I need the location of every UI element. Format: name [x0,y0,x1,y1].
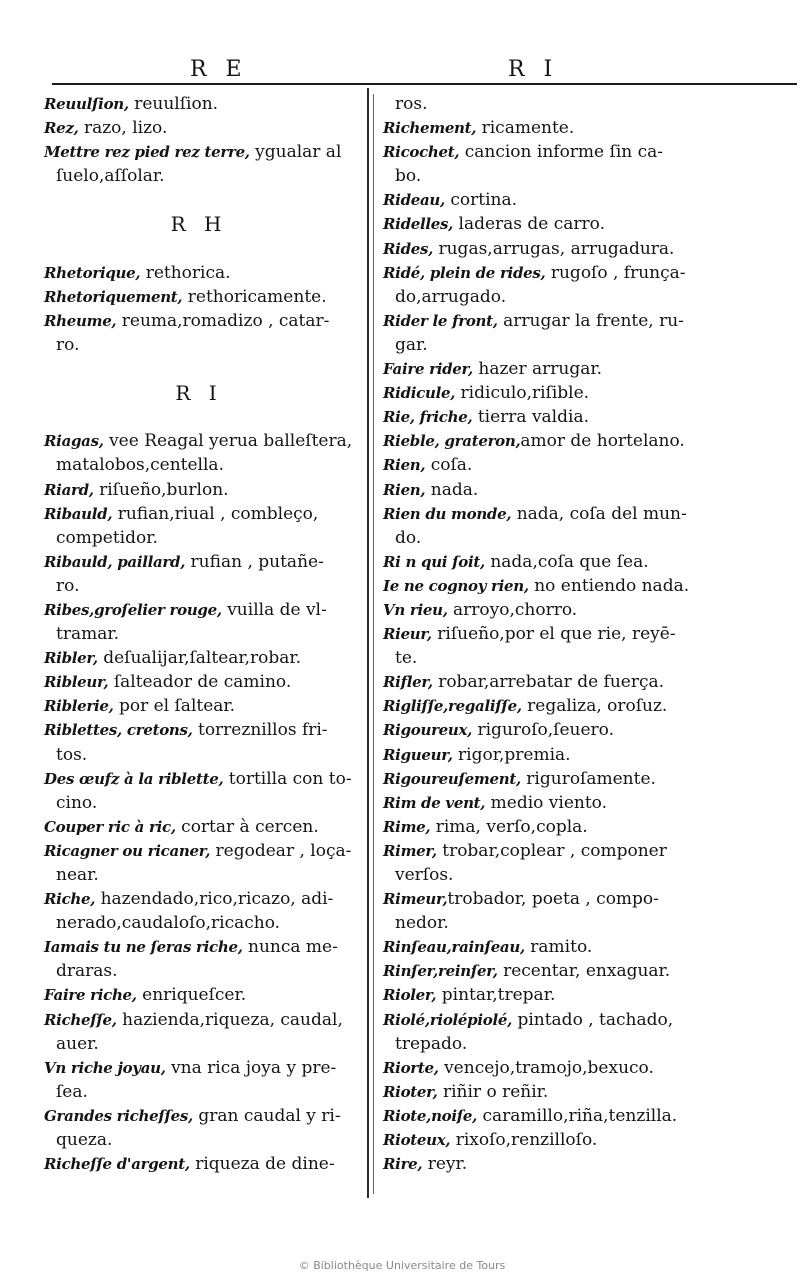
entry-headword: Rien, [383,456,426,475]
dictionary-entry [383,1008,783,1032]
entry-continuation: do,arrugado. [395,286,507,307]
entry-definition: no entiendo nada. [528,575,690,596]
entry-headword: Richeſſe, [44,1010,117,1029]
entry-continuation: verſos. [395,865,454,885]
entry-headword: Rim de vent, [383,793,486,812]
entry-headword: Grandes richeſſes, [44,1106,193,1125]
entry-definition: caramillo,riña,tenzilla. [477,1105,678,1126]
entry-continuation: tos. [56,744,88,765]
entry-headword: Riblettes, cretons, [44,721,193,740]
entry-definition: vuilla de vl- [221,599,327,620]
entry-headword: Rien, [383,480,426,499]
entry-headword: Ribauld, paillard, [44,552,186,571]
dictionary-entry [383,743,783,767]
dictionary-entry [44,718,354,742]
dictionary-entry [383,357,783,381]
entry-definition: trobar,coplear , componer [436,840,667,861]
entry-definition: ricamente. [476,118,575,139]
entry-definition: ſalteador de camino. [108,672,292,693]
entry-definition: pintar,trepar. [436,985,556,1006]
section-heading: R H [170,212,228,237]
header-left-running-head: R E [190,57,248,82]
dictionary-entry [44,502,354,526]
entry-continuation: ſea. [56,1081,88,1102]
dictionary-entry [383,574,783,598]
dictionary-entry [383,983,783,1007]
header-right-running-head: R I [508,57,559,82]
entry-definition: riqueza de dine- [189,1154,335,1175]
entry-continuation: queza. [56,1130,113,1151]
dictionary-entry [44,261,354,285]
entry-headword: Rinſer,reinſer, [383,962,498,981]
entry-definition: vee Reagal yerua balleſtera, [103,431,353,452]
entry-headword: Ricochet, [383,143,460,162]
entry-headword: Vn riche joyau, [44,1058,166,1077]
entry-definition: rima, verſo,copla. [430,816,588,837]
entry-headword: Rigoureux, [383,721,473,740]
entry-definition: riſueño,burlon. [93,479,229,500]
header-rule [52,83,797,85]
entry-definition: razo, lizo. [78,118,168,139]
entry-definition: amor de hortelano. [520,431,685,452]
dictionary-entry [383,791,783,815]
entry-definition: arroyo,chorro. [447,599,578,620]
column-divider [367,88,369,1198]
entry-headword: Mettre rez pied rez terre, [44,143,250,162]
entry-headword: Rigoureuſement, [383,769,521,788]
entry-continuation: near. [56,865,99,885]
spacer [44,405,354,429]
entry-definition: cortar à cercen. [175,816,319,837]
entry-headword: Rioter, [383,1082,438,1101]
entry-continuation: tramar. [56,624,120,645]
entry-headword: Des œufz à la riblette, [44,769,224,788]
entry-definition: hazienda,riqueza, caudal, [116,1009,343,1030]
dictionary-entry [383,1104,783,1128]
entry-definition: rufian , putañe- [185,551,324,572]
dictionary-entry [383,116,783,140]
dictionary-entry [44,1008,354,1032]
entry-headword: Rideau, [383,191,445,210]
entry-headword: Ribauld, [44,504,113,523]
entry-definition: nada,coſa que ſea. [484,551,649,572]
dictionary-entry [44,429,354,453]
dictionary-entry [44,670,354,694]
dictionary-entry [44,116,354,140]
dictionary-entry [383,767,783,791]
entry-definition: regodear , loça- [210,840,352,861]
entry-definition: ridiculo,riſible. [455,383,590,404]
entry-definition: vencejo,tramojo,bexuco. [438,1057,654,1078]
entry-continuation: ſuelo,aſſolar. [56,166,165,187]
entry-headword: Riolé,riolépiolé, [383,1010,513,1029]
entry-continuation: nedor. [395,913,449,934]
dictionary-entry [44,1152,354,1176]
entry-definition: riñir o reñir. [437,1081,549,1102]
entry-definition: por el ſaltear. [113,696,236,717]
entry-headword: Rider le front, [383,311,498,330]
entry-definition: medio viento. [485,792,607,813]
dictionary-entry [383,622,783,646]
entry-headword: Rigueur, [383,745,453,764]
dictionary-entry [383,935,783,959]
dictionary-entry [44,935,354,959]
entry-definition: rethoricamente. [182,286,327,307]
dictionary-entry [44,598,354,622]
entry-continuation: competidor. [56,527,158,548]
dictionary-entry [44,285,354,309]
spacer [44,357,354,381]
entry-definition: regaliza, oroſuz. [521,696,668,717]
entry-headword: Ridicule, [383,384,456,403]
entry-headword: Ribler, [44,649,98,668]
entry-headword: Rheume, [44,311,117,330]
entry-headword: Iamais tu ne ſeras riche, [44,938,243,957]
entry-headword: Riote,noiſe, [383,1106,478,1125]
dictionary-entry [383,453,783,477]
entry-continuation: draras. [56,961,118,982]
entry-continuation: auer. [56,1033,99,1054]
entry-definition: coſa. [425,455,473,476]
entry-continuation: bo. [395,166,422,187]
entry-continuation: te. [395,648,418,669]
dictionary-entry [383,261,783,285]
entry-definition: recentar, enxaguar. [497,961,671,982]
entry-headword: Rifler, [383,673,433,692]
dictionary-entry [383,959,783,983]
entry-definition: deſualijar,ſaltear,robar. [97,648,302,669]
entry-definition: cancion informe ſin ca- [459,142,664,163]
dictionary-entry [383,1056,783,1080]
dictionary-entry [383,1152,783,1176]
entry-headword: Rimeur, [383,890,448,909]
entry-definition: rugoſo , frunça- [545,262,686,283]
dictionary-entry [44,478,354,502]
entry-definition: tortilla con to- [223,768,352,789]
entry-headword: Rides, [383,239,434,258]
dictionary-entry [44,1056,354,1080]
entry-headword: Rioteux, [383,1131,451,1150]
copyright-footer: © Bibliothèque Universitaire de Tours [298,1259,506,1272]
dictionary-entry [383,381,783,405]
dictionary-entry [44,309,354,333]
dictionary-entry [383,212,783,236]
dictionary-entry [383,1080,783,1104]
entry-headword: Ie ne cognoy rien, [383,576,529,595]
entry-definition: trobador, poeta , compo- [447,889,659,910]
entry-definition: ramito. [524,937,593,958]
entry-definition: nunca me- [242,937,338,958]
entry-definition: nada, coſa del mun- [511,503,687,524]
entry-definition: pintado , tachado, [512,1009,674,1030]
dictionary-entry [383,598,783,622]
entry-headword: Riblerie, [44,697,114,716]
entry-continuation: do. [395,527,422,548]
entry-headword: Richement, [383,119,477,138]
dictionary-entry [383,718,783,742]
dictionary-entry [44,839,354,863]
dictionary-entry [383,502,783,526]
entry-headword: Ribleur, [44,673,109,692]
entry-definition: cortina. [444,190,517,211]
entry-definition: riguroſo,ſeuero. [472,720,615,741]
dictionary-entry [383,188,783,212]
dictionary-entry [383,309,783,333]
entry-definition: nada. [425,479,479,500]
entry-definition: riguroſamente. [520,768,656,789]
entry-continuation: ro. [56,334,80,355]
entry-definition: robar,arrebatar de fuerça. [432,672,665,693]
dictionary-entry [383,839,783,863]
entry-headword: Rimer, [383,841,437,860]
entry-headword: Rhetoriquement, [44,287,183,306]
dictionary-entry [383,237,783,261]
dictionary-entry [44,887,354,911]
entry-headword: Rinſeau,rainſeau, [383,938,525,957]
entry-headword: Riagas, [44,432,104,451]
dictionary-entry [44,550,354,574]
entry-definition: laderas de carro. [453,214,606,235]
entry-continuation: trepado. [395,1033,468,1054]
entry-definition: reyr. [422,1154,468,1175]
entry-definition: rufian,riual , combleço, [112,503,319,524]
dictionary-entry [383,429,783,453]
right-column [383,92,783,1176]
entry-headword: Rieble, grateron, [383,432,521,451]
dictionary-entry [383,694,783,718]
entry-headword: Rioler, [383,986,437,1005]
dictionary-entry [383,670,783,694]
entry-headword: Rez, [44,119,79,138]
entry-definition: arrugar la frente, ru- [497,310,684,331]
entry-headword: Ridelles, [383,215,454,234]
entry-continuation: matalobos,centella. [56,455,224,476]
dictionary-entry [44,694,354,718]
left-column [44,92,354,1176]
dictionary-entry [44,767,354,791]
dictionary-entry [383,887,783,911]
column-divider-inner [373,94,374,1194]
entry-headword: Reuulſion, [44,95,129,113]
dictionary-entry [383,550,783,574]
entry-definition: ygualar al [249,142,342,163]
entry-headword: Rigliſſe,regaliſſe, [383,697,522,716]
entry-headword: Rime, [383,817,431,836]
dictionary-entry [383,1128,783,1152]
entry-definition: enriqueſcer. [136,985,247,1006]
entry-definition: tierra valdia. [472,407,589,428]
dictionary-entry [383,815,783,839]
dictionary-entry [44,983,354,1007]
entry-headword: Rhetorique, [44,263,141,282]
entry-definition: hazendado,rico,ricazo, adi- [95,889,334,910]
entry-definition: reuulſion. [128,94,219,114]
entry-headword: Rie, friche, [383,408,473,427]
dictionary-entry [44,1104,354,1128]
entry-headword: Vn rieu, [383,600,448,619]
entry-headword: Ribes,groſelier rouge, [44,600,222,619]
entry-definition: rethorica. [140,262,231,283]
spacer [44,237,354,261]
entry-headword: Richeſſe d'argent, [44,1155,190,1174]
entry-continuation: gar. [395,334,428,355]
entry-definition: riſueño,por el que rie, reyē- [431,624,676,645]
entry-headword: Riche, [44,890,96,909]
entry-continuation: ro. [56,575,80,596]
entry-headword: Rieur, [383,625,432,644]
entry-headword: Ri n qui ſoit, [383,552,485,571]
entry-headword: Ricagner ou ricaner, [44,841,211,860]
entry-definition: hazer arrugar. [472,359,603,380]
dictionary-entry [383,140,783,164]
entry-headword: Faire rider, [383,360,473,379]
dictionary-entry [383,478,783,502]
entry-definition: reuma,romadizo , catar- [116,310,330,331]
entry-headword: Couper ric à ric, [44,817,176,836]
entry-headword: Faire riche, [44,986,137,1005]
entry-definition: rugas,arrugas, arrugadura. [433,238,675,259]
dictionary-entry [44,92,354,116]
entry-definition: rixoſo,renzilloſo. [450,1130,598,1151]
entry-headword: Ridé, plein de rides, [383,263,546,282]
entry-definition: torreznillos fri- [192,720,328,741]
spacer [44,188,354,212]
entry-definition: vna rica joya y pre- [165,1057,337,1078]
entry-headword: Riard, [44,480,94,499]
page-header [0,55,804,85]
entry-definition: gran caudal y ri- [192,1105,341,1126]
dictionary-entry [44,140,354,164]
entry-headword: Rien du monde, [383,504,512,523]
entry-continuation: nerado,caudaloſo,ricacho. [56,913,281,934]
entry-continuation: ros. [395,94,428,114]
dictionary-entry [44,646,354,670]
entry-headword: Riorte, [383,1058,439,1077]
entry-headword: Rire, [383,1155,423,1174]
entry-continuation: cino. [56,792,98,813]
entry-definition: rigor,premia. [452,744,571,765]
dictionary-entry [44,815,354,839]
section-heading: R I [175,381,223,406]
dictionary-entry [383,405,783,429]
